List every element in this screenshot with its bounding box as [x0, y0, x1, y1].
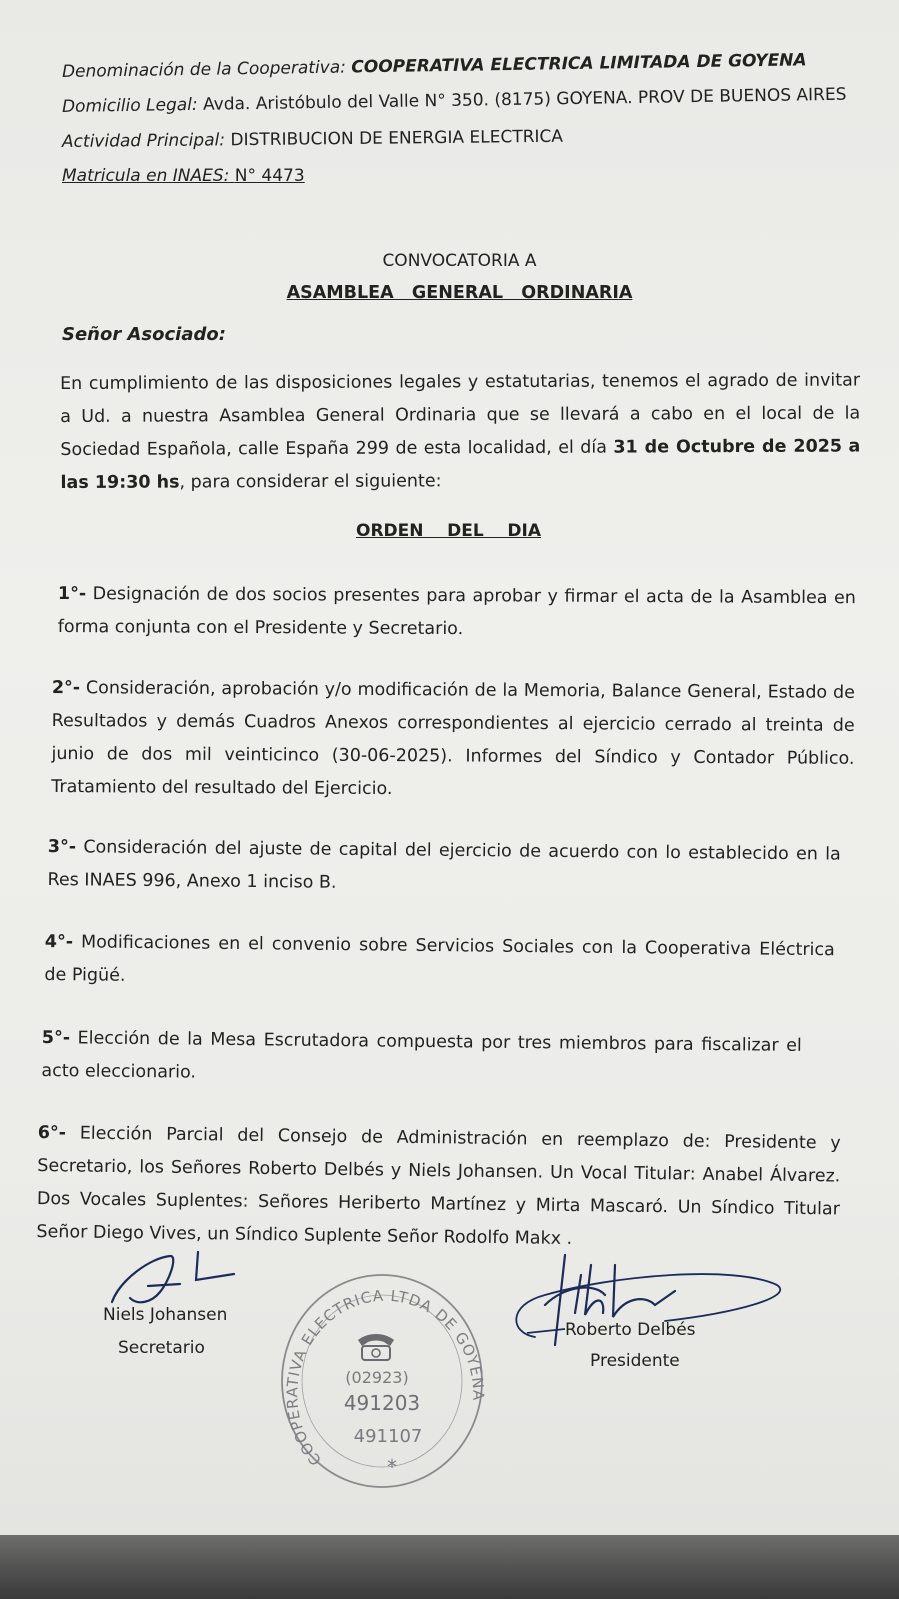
cooperative-stamp	[276, 1270, 488, 1492]
page-shadow	[0, 1535, 899, 1599]
stamp-phone-1: 491203	[343, 1391, 421, 1415]
matricula-value: N° 4473	[234, 166, 305, 186]
intro-text-1: En cumplimiento de las disposiciones legales y estatutarias, tenemos el agrado de invitar a Ud. a nuestra Asamblea General Ordinaria que se llevará a cabo en el local de la Sociedad Española, calle España 299 de esta localidad, el día	[60, 370, 861, 460]
agenda-item-5	[41, 1022, 802, 1096]
domicilio-label: Domicilio Legal:	[61, 94, 198, 117]
stamp-area-code: (02923)	[345, 1368, 409, 1387]
title-line-2	[10, 283, 899, 303]
agenda-item-3	[47, 831, 841, 905]
stamp-phone-2: 491107	[353, 1426, 423, 1447]
item-text-5: Elección de la Mesa Escrutadora compuesta por tres miembros para fiscalizar el acto eleccionario.	[41, 1028, 802, 1083]
actividad-label: Actividad Principal:	[61, 130, 226, 152]
header-actividad	[62, 127, 563, 152]
secretario-role: Secretario	[118, 1338, 205, 1358]
presidente-name: Roberto Delbés	[565, 1320, 696, 1340]
item-text-3: Consideración del ajuste de capital del ejercicio de acuerdo con lo establecido en la Res INAES 996, Anexo 1 inciso B.	[47, 837, 841, 893]
title-line-2-text: ASAMBLEA GENERAL ORDINARIA	[286, 283, 633, 303]
orden-del-dia-title	[0, 521, 898, 541]
telephone-icon	[358, 1334, 394, 1360]
agenda-item-2	[51, 672, 855, 809]
intro-paragraph	[60, 365, 861, 500]
item-number-1: 1°-	[57, 583, 87, 605]
title-line-1: CONVOCATORIA A	[382, 251, 537, 271]
item-number-6: 6°-	[37, 1122, 67, 1144]
denominacion-value: COOPERATIVA ELECTRICA LIMITADA DE GOYENA	[351, 50, 807, 78]
orden-del-dia-text: ORDEN DEL DIA	[356, 521, 541, 541]
intro-text-3: , para considerar el siguiente:	[179, 471, 442, 493]
actividad-value: DISTRIBUCION DE ENERGIA ELECTRICA	[230, 126, 564, 151]
item-number-4: 4°-	[44, 931, 74, 953]
item-text-4: Modificaciones en el convenio sobre Servicios Sociales con la Cooperativa Eléctrica de Pigüé.	[44, 932, 835, 986]
item-text-1: Designación de dos socios presentes para aprobar y firmar el acta de la Asamblea en forma conjunta con el Presidente y Secretario.	[57, 584, 856, 640]
agenda-item-4	[44, 926, 835, 1000]
domicilio-value: Avda. Aristóbulo del Valle N° 350. (8175) GOYENA. PROV DE BUENOS AIRES	[202, 84, 847, 115]
presidente-role: Presidente	[590, 1351, 680, 1371]
meeting-time: a las 19:30 hs	[60, 436, 861, 493]
item-number-3: 3°-	[47, 836, 77, 858]
agenda-item-1	[58, 578, 856, 648]
greeting: Señor Asociado:	[62, 324, 226, 345]
secretario-name: Niels Johansen	[103, 1305, 228, 1325]
meeting-date: 31 de Octubre de 2025	[613, 436, 843, 458]
item-number-2: 2°-	[51, 677, 81, 699]
header-domicilio	[62, 85, 847, 117]
stamp-ring-text: COOPERATIVA ELECTRICA LTDA DE GOYENA	[283, 1286, 488, 1469]
header-denominacion	[62, 50, 807, 82]
matricula-label: Matricula en INAES:	[62, 166, 230, 186]
header-matricula	[62, 166, 305, 186]
stamp-star: *	[387, 1455, 397, 1479]
item-number-5: 5°-	[41, 1027, 71, 1049]
item-text-6: Elección Parcial del Consejo de Administración en reemplazo de: Presidente y Secretario, los Señores Roberto Delbés y Niels Johansen. Un Vocal Titular: Anabel Álvarez. Dos Vocales Suplentes: Señores Heriberto Martínez y Mirta Mascaró. Un Síndico Titular Señor Diego Vives, un Síndico Suplente Señor Rodolfo Makx .	[36, 1123, 841, 1250]
item-text-2: Consideración, aprobación y/o modificación de la Memoria, Balance General, Estado de Resultados y demás Cuadros Anexos correspondientes al ejercicio cerrado al treinta de junio de dos mil veinticinco (30-06-2025). Informes del Síndico y Contador Público. Tratamiento del resultado del Ejercicio.	[51, 678, 855, 800]
denominacion-label: Denominación de la Cooperativa:	[61, 57, 347, 82]
